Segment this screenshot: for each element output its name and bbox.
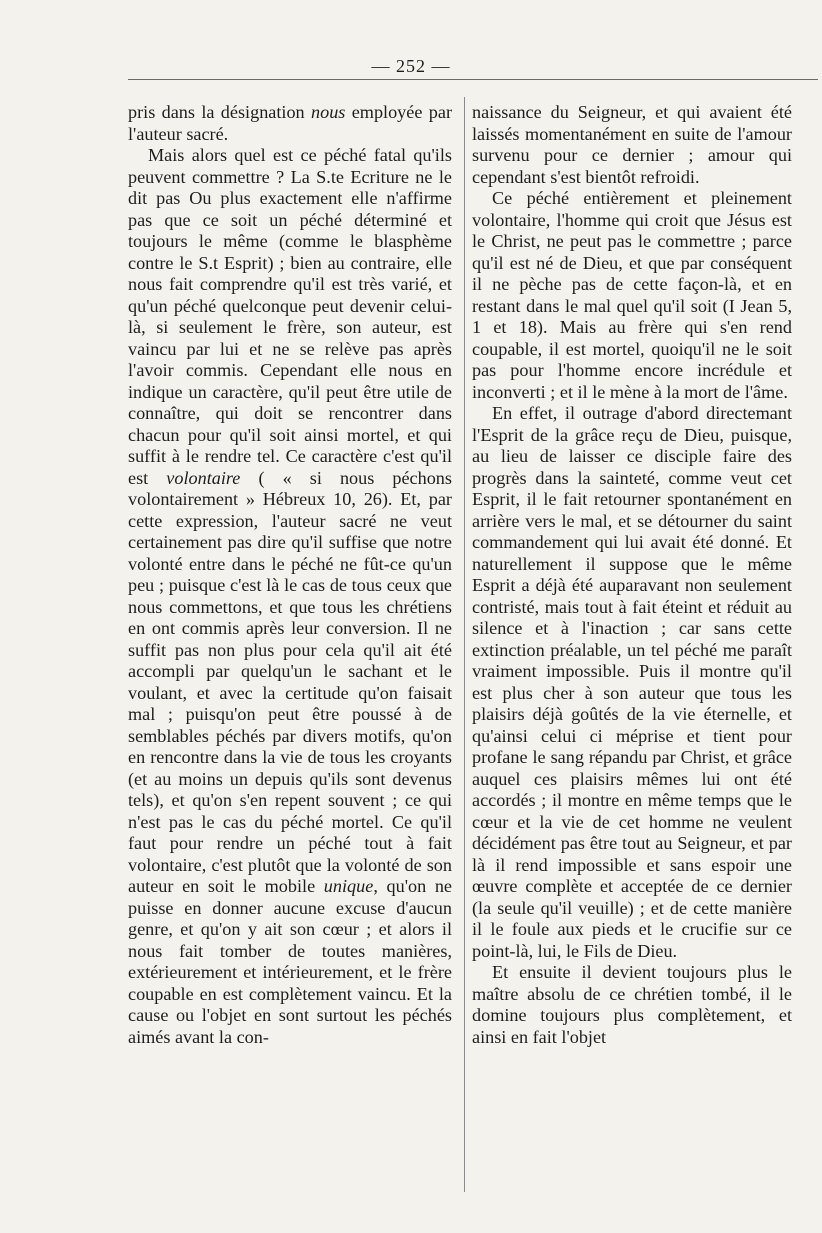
paragraph: Ce péché entièrement et pleinement volontaire, l'homme qui croit que Jésus est le Christ, ne peut pas le commettre ; parce qu'il est né de Dieu, et que par conséquent il ne pèche pas de cette façon-là, et en restant dans le mal quel qu'il soit (I Jean 5, 1 et 18). Mais au frère qui s'en rend coupable, il est mortel, quoiqu'il ne le soit pas pour l'homme encore incrédule et inconverti ; et il le mène à la mort de l'âme. — [472, 188, 792, 402]
header-rule — [128, 79, 818, 80]
paragraph: pris dans la désignation nous employée par l'auteur sacré. — [128, 102, 452, 144]
right-column — [472, 102, 792, 1048]
page-number: — 252 — — [371, 56, 451, 76]
column-divider — [464, 97, 465, 1192]
left-column — [128, 102, 452, 1048]
paragraph: En effet, il outrage d'abord directemant l'Esprit de la grâce reçu de Dieu, puisque, au lieu de laisser ce disciple faire des progrès dans la sainteté, comme veut cet Esprit, il le fait retourner spontanément en arrière vers le mal, et se détourner du saint commandement qui lui avait été donné. Et naturellement il suppose que le même Esprit a déjà été auparavant non seulement contristé, mais tout à fait éteint et réduit au silence et à l'inaction ; car sans cette extinction préalable, un tel péché me paraît vraiment impossible. Puis il montre qu'il est plus cher à son auteur que tous les plaisirs déjà goûtés de la vie éternelle, et qu'ainsi celui ci méprise et tient pour profane le sang répandu par Christ, et grâce auquel ces plaisirs mêmes lui ont été accordés ; il montre en même temps que le cœur et la vie de cet homme ne veulent décidément pas être tout au Seigneur, et par là il rend impossible et sans espoir une œuvre complète et acceptée de ce dernier (la seule qu'il veuille) ; et de cette manière il le foule aux pieds et le crucifie sur ce point-là, lui, le Fils de Dieu. — [472, 403, 792, 961]
paragraph: Mais alors quel est ce péché fatal qu'ils peuvent commettre ? La S.te Ecriture ne le dit pas Ou plus exactement elle n'affirme pas que ce soit un péché déterminé et toujours le même (comme le blasphème contre le S.t Esprit) ; bien au contraire, elle nous fait comprendre qu'il est très varié, et qu'un péché quelconque peut devenir celui-là, si seulement le frère, son auteur, est vaincu par lui et ne se relève pas après l'avoir commis. Cependant elle nous en indique un caractère, qu'il peut être utile de connaître, qui doit se rencontrer dans chacun pour qu'il soit ainsi mortel, et qui suffit à le rendre tel. Ce caractère c'est qu'il est volontaire ( « si nous péchons volontairement » Hébreux 10, 26). Et, par cette expression, l'auteur sacré ne veut certainement pas dire qu'il suffise que notre volonté entre dans le péché ne fût-ce qu'un peu ; puisque c'est là le cas de tous ceux que nous commettons, et que tous les chrétiens en ont commis après leur conversion. Il ne suffit pas non plus pour cela qu'il ait été accompli par quelqu'un le sachant et le voulant, et avec la certitude qu'on faisait mal ; puisqu'on peut être poussé à de semblables péchés par divers motifs, qu'on en rencontre dans la vie de tous les croyants (et au moins un depuis qu'ils sont devenus tels), et qu'on s'en repent souvent ; ce qui n'est pas le cas du péché mortel. Ce qu'il faut pour rendre un péché tout à fait volontaire, c'est plutôt que la volonté de son auteur en soit le mobile unique, qu'on ne puisse en donner aucune excuse d'aucun genre, et qu'on y ait son cœur ; et alors il nous fait tomber de toutes manières, extérieurement et intérieurement, et le frère coupable en est complètement vaincu. Et la cause ou l'objet en sont surtout les péchés aimés avant la con- — [128, 145, 452, 1047]
paragraph: naissance du Seigneur, et qui avaient été laissés momentanément en suite de l'amour survenu pour ce dernier ; amour qui cependant s'est bientôt refroidi. — [472, 102, 792, 187]
paragraph: Et ensuite il devient toujours plus le maître absolu de ce chrétien tombé, il le domine toujours plus complètement, et ainsi en fait l'objet — [472, 962, 792, 1047]
